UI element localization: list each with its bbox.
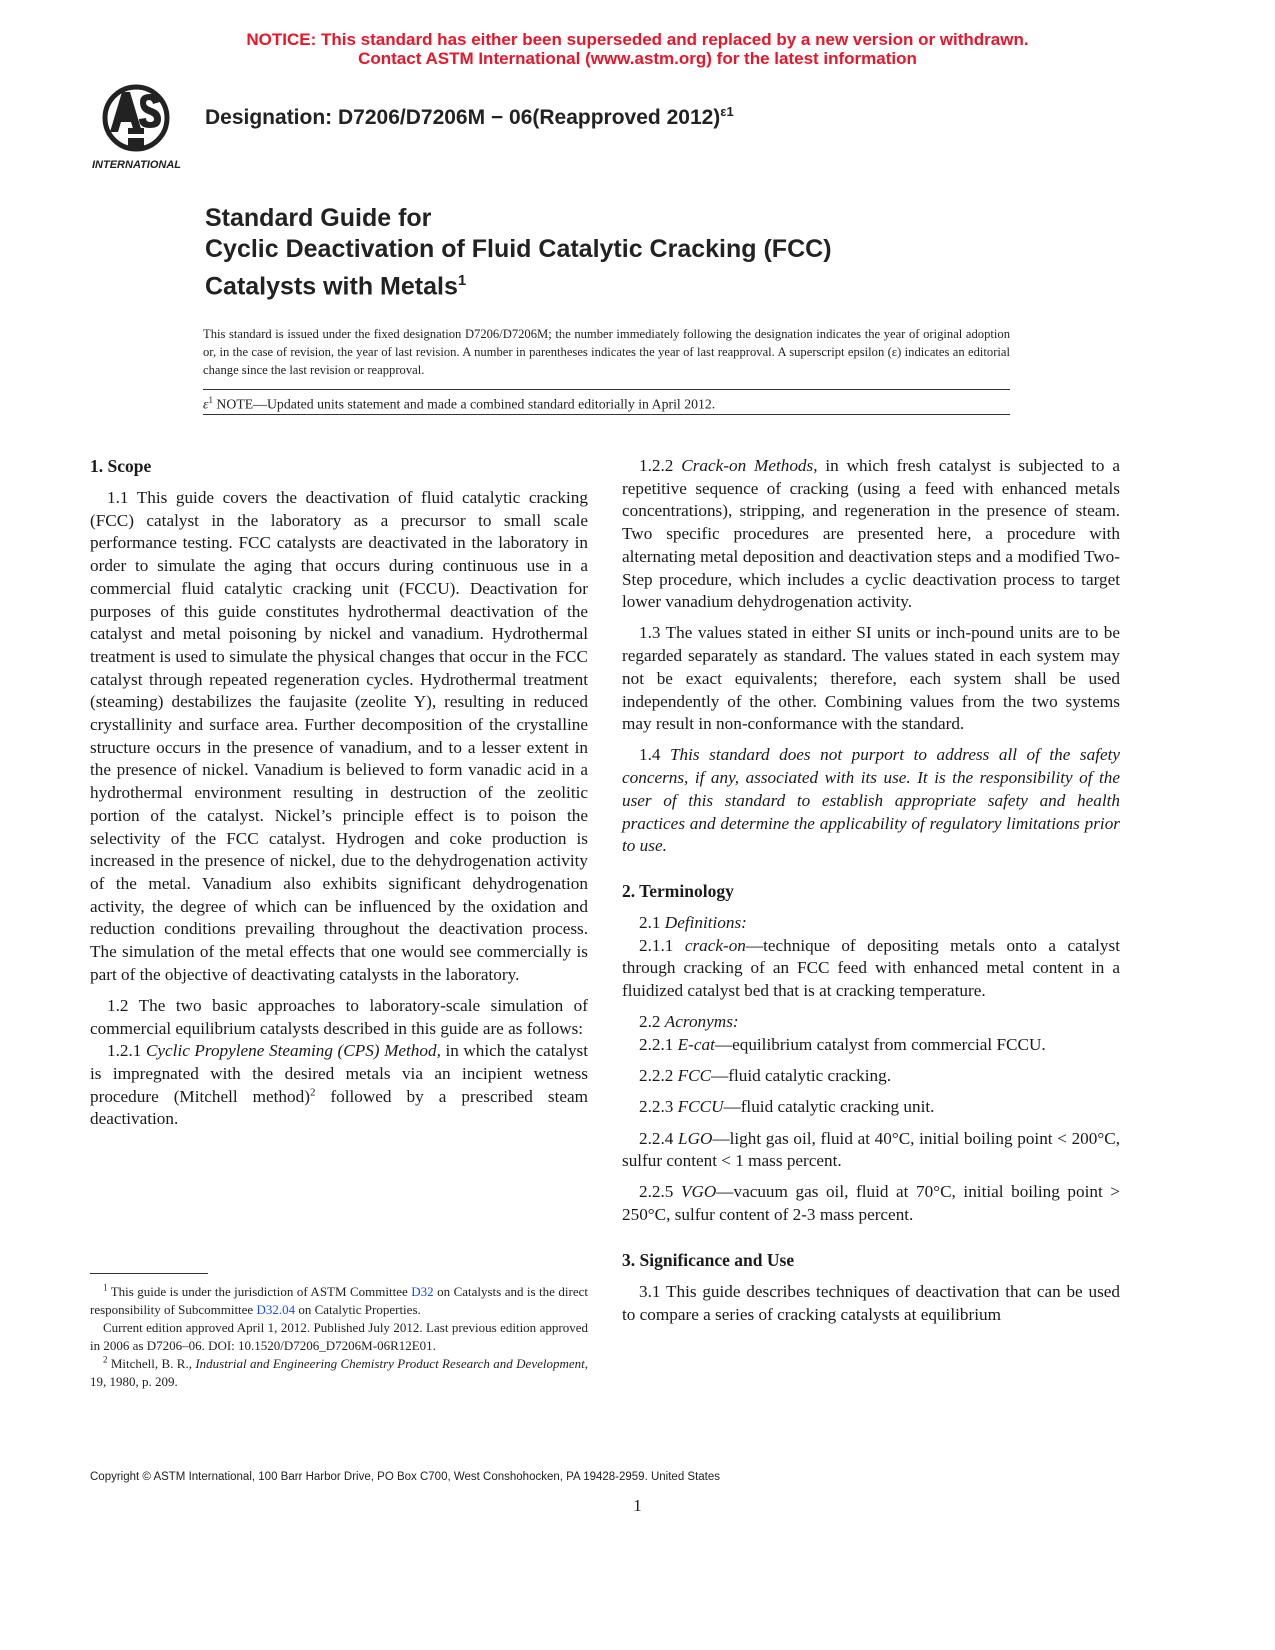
para-1-4-num: 1.4	[639, 745, 670, 765]
document-title	[205, 203, 1105, 302]
para-2-2-4-term: LGO	[678, 1128, 713, 1148]
para-1-2-1	[90, 1040, 588, 1131]
para-2-1	[622, 912, 1120, 935]
para-2-2-1	[622, 1034, 1120, 1057]
para-1-2-1-tail: followed by a prescribed steam deactivation.	[90, 1086, 588, 1129]
para-2-1-1-term: crack-on	[684, 935, 746, 955]
page-number: 1	[633, 1496, 642, 1515]
para-2-2-3-text: —fluid catalytic cracking unit.	[723, 1097, 935, 1117]
footnotes	[90, 1283, 588, 1391]
para-2-2-1-num: 2.2.1	[639, 1034, 678, 1054]
para-1-2-2	[622, 455, 1120, 614]
footnote-1	[90, 1283, 588, 1319]
footnote-1-text-b: on Catalysts and is the direct responsibility of Subcommittee	[90, 1284, 588, 1317]
designation-epsilon: ε1	[720, 104, 734, 119]
para-2-2-5	[622, 1181, 1120, 1226]
footnote-1-text-c: on Catalytic Properties.	[295, 1302, 421, 1317]
para-1-2-1-text: in which the catalyst is impregnated with the desired metals via an incipient wetness procedure (Mitchell method)	[90, 1041, 588, 1106]
notice-line-1: NOTICE: This standard has either been superseded and replaced by a new version or withdrawn.	[246, 30, 1029, 49]
title-footnote-ref: 1	[457, 272, 467, 289]
para-1-2-1-num: 1.2.1	[107, 1041, 146, 1061]
subcommittee-d32-04-link[interactable]: D32.04	[256, 1302, 296, 1317]
para-1-4-text: This standard does not purport to address all of the safety concerns, if any, associated with its use. It is the responsibility of the user of this standard to establish appropriate safety and health practices and determine the applicability of regulatory limitations prior to use.	[622, 745, 1121, 856]
footnote-2-journal: Industrial and Engineering Chemistry Product Research and Development	[195, 1356, 585, 1371]
footnote-1-edition: Current edition approved April 1, 2012. Published July 2012. Last previous edition approved in 2006 as D7206–06. DOI: 10.1520/D7206_D7206M-06R12E01.	[90, 1320, 588, 1353]
editorial-note	[203, 391, 1010, 414]
footnote-rule	[90, 1273, 208, 1274]
para-2-1-1	[622, 935, 1120, 1003]
para-2-1-term: Definitions:	[664, 912, 747, 932]
para-2-2-2-num: 2.2.2	[639, 1066, 678, 1086]
footnote-2	[90, 1355, 588, 1391]
para-2-2-2-text: —fluid catalytic cracking.	[711, 1066, 892, 1086]
astm-logo-icon	[90, 82, 202, 174]
para-1-2-2-num: 1.2.2	[639, 456, 682, 475]
para-1-2-2-text: in which fresh catalyst is subjected to a repetitive sequence of cracking (using a feed with enhanced metals concentrations), stripping, and regeneration in the presence of steam. Two specific procedures are presented here, a procedure with alternating metal deposition and deactivation steps and a modified Two-Step procedure, which includes a cyclic deactivation process to target lower vanadium dehydrogenation activity.	[622, 456, 1121, 612]
para-2-2-3	[622, 1096, 1120, 1119]
para-2-2-num: 2.2	[639, 1012, 665, 1032]
left-column	[90, 455, 588, 1140]
footnote-2-marker: 2	[103, 1354, 108, 1365]
title-line-3-text: Catalysts with Metals	[205, 272, 458, 301]
section-2-heading: 2. Terminology	[622, 880, 734, 901]
logo-wordmark: INTERNATIONAL	[92, 159, 182, 171]
editorial-note-sup: 1	[208, 395, 213, 405]
para-2-2-3-term: FCCU	[677, 1097, 724, 1117]
title-line-1: Standard Guide for	[205, 204, 432, 232]
para-3-1: 3.1 This guide describes techniques of deactivation that can be used to compare a series of cracking catalysts at equilibrium	[622, 1281, 1120, 1324]
title-line-2: Cyclic Deactivation of Fluid Catalytic Cracking (FCC)	[205, 235, 832, 263]
para-2-2	[622, 1011, 1120, 1034]
para-1-2-1-term: Cyclic Propylene Steaming (CPS) Method,	[145, 1041, 441, 1061]
para-2-2-4	[622, 1128, 1120, 1173]
para-2-1-1-num: 2.1.1	[639, 935, 685, 955]
editorial-note-symbol: ε	[203, 396, 209, 412]
para-2-2-4-num: 2.2.4	[639, 1128, 679, 1148]
boilerplate-paragraph: This standard is issued under the fixed designation D7206/D7206M; the number immediately following the designation indicates the year of original adoption or, in the case of revision, the year of last revision. A number in parentheses indicates the year of last reapproval. A superscript epsilon (ε) indicates an editorial change since the last revision or reapproval.	[203, 327, 1010, 377]
divider-top	[203, 389, 1010, 390]
footnote-1-marker: 1	[103, 1282, 108, 1293]
divider-bottom	[203, 414, 1010, 415]
para-2-1-num: 2.1	[639, 912, 665, 932]
para-2-2-1-term: E-cat	[677, 1034, 715, 1054]
para-1-2-1-footnote-ref: 2	[309, 1086, 316, 1099]
para-2-1-1-text: —technique of depositing metals onto a catalyst through cracking of an FCC feed with enhanced metal content in a fluidized catalyst bed that is at cracking temperature.	[622, 935, 1120, 1001]
para-1-2-2-term: Crack-on Methods,	[681, 456, 818, 475]
title-line-3	[205, 265, 1105, 302]
para-2-2-4-text: —light gas oil, fluid at 40°C, initial boiling point < 200°C, sulfur content < 1 mass percent.	[622, 1128, 1121, 1171]
section-1-heading: 1. Scope	[90, 456, 152, 476]
designation	[205, 104, 734, 130]
para-1-1: 1.1 This guide covers the deactivation of fluid catalytic cracking (FCC) catalyst in the laboratory as a precursor to small scale performance testing. FCC catalysts are deactivated in the laboratory in order to simulate the aging that occurs during continuous use in a commercial fluid catalytic cracking unit (FCCU). Deactivation for purposes of this guide constitutes hydrothermal deactivation of the catalyst and metal poisoning by nickel and vanadium. Hydrothermal treatment is used to simulate the physical changes that occur in the FCC catalyst through repeated regeneration cycles. Hydrothermal treatment (steaming) destabilizes the faujasite (zeolite Y), resulting in reduced crystallinity and surface area. Further decomposition of the crystalline structure occurs in the presence of vanadium, and to a lesser extent in the presence of nickel. Vanadium is believed to form vanadic acid in a hydrothermal environment resulting in destruction of the zeolitic portion of the catalyst. Nickel’s principle effect is to poison the selectivity of the FCC catalyst. Hydrogen and coke production is increased in the presence of nickel, due to the dehydrogenation activity of the metal. Vanadium also exhibits significant dehydrogenation activity, the degree of which can be influenced by the oxidation and reduction conditions prevailing throughout the deactivation process. The simulation of the metal effects that one would see commercially is part of the objective of deactivating catalysts in the laboratory.	[90, 488, 588, 984]
right-column	[622, 455, 1120, 1335]
para-2-2-3-num: 2.2.3	[639, 1097, 678, 1117]
para-2-2-term: Acronyms:	[664, 1012, 739, 1032]
para-2-2-2-term: FCC	[677, 1066, 712, 1086]
footnote-1-text-a: This guide is under the jurisdiction of ASTM Committee	[107, 1284, 412, 1299]
footnote-2-text-a: Mitchell, B. R.,	[107, 1356, 196, 1371]
para-2-2-5-num: 2.2.5	[639, 1182, 681, 1202]
notice-line-2: Contact ASTM International (www.astm.org) for the latest information	[358, 49, 917, 68]
para-2-2-5-term: VGO	[680, 1182, 717, 1202]
para-1-3: 1.3 The values stated in either SI units or inch-pound units are to be regarded separately as standard. The values stated in each system may not be exact equivalents; therefore, each system shall be used independently of the other. Combining values from the two systems may result in non-conformance with the standard.	[622, 623, 1120, 734]
notice-banner	[0, 30, 1275, 68]
committee-d32-link[interactable]: D32	[411, 1284, 434, 1299]
section-3-heading: 3. Significance and Use	[622, 1249, 795, 1270]
para-1-4	[622, 744, 1120, 858]
footnote-2-text-b: , 19, 1980, p. 209.	[90, 1356, 588, 1389]
copyright-line: Copyright © ASTM International, 100 Barr Harbor Drive, PO Box C700, West Conshohocken, PA 19428-2959. United States	[90, 1471, 721, 1483]
astm-logo	[90, 82, 202, 174]
para-2-2-2	[622, 1065, 1120, 1088]
para-2-2-5-text: —vacuum gas oil, fluid at 70°C, initial boiling point > 250°C, sulfur content of 2-3 mass percent.	[622, 1182, 1121, 1225]
designation-text: Designation: D7206/D7206M − 06(Reapproved 2012)	[205, 106, 721, 129]
para-1-2: 1.2 The two basic approaches to laboratory-scale simulation of commercial equilibrium catalysts described in this guide are as follows:	[90, 995, 588, 1038]
para-2-2-1-text: —equilibrium catalyst from commercial FCCU.	[714, 1034, 1046, 1054]
editorial-note-text: NOTE—Updated units statement and made a combined standard editorially in April 2012.	[212, 396, 716, 412]
